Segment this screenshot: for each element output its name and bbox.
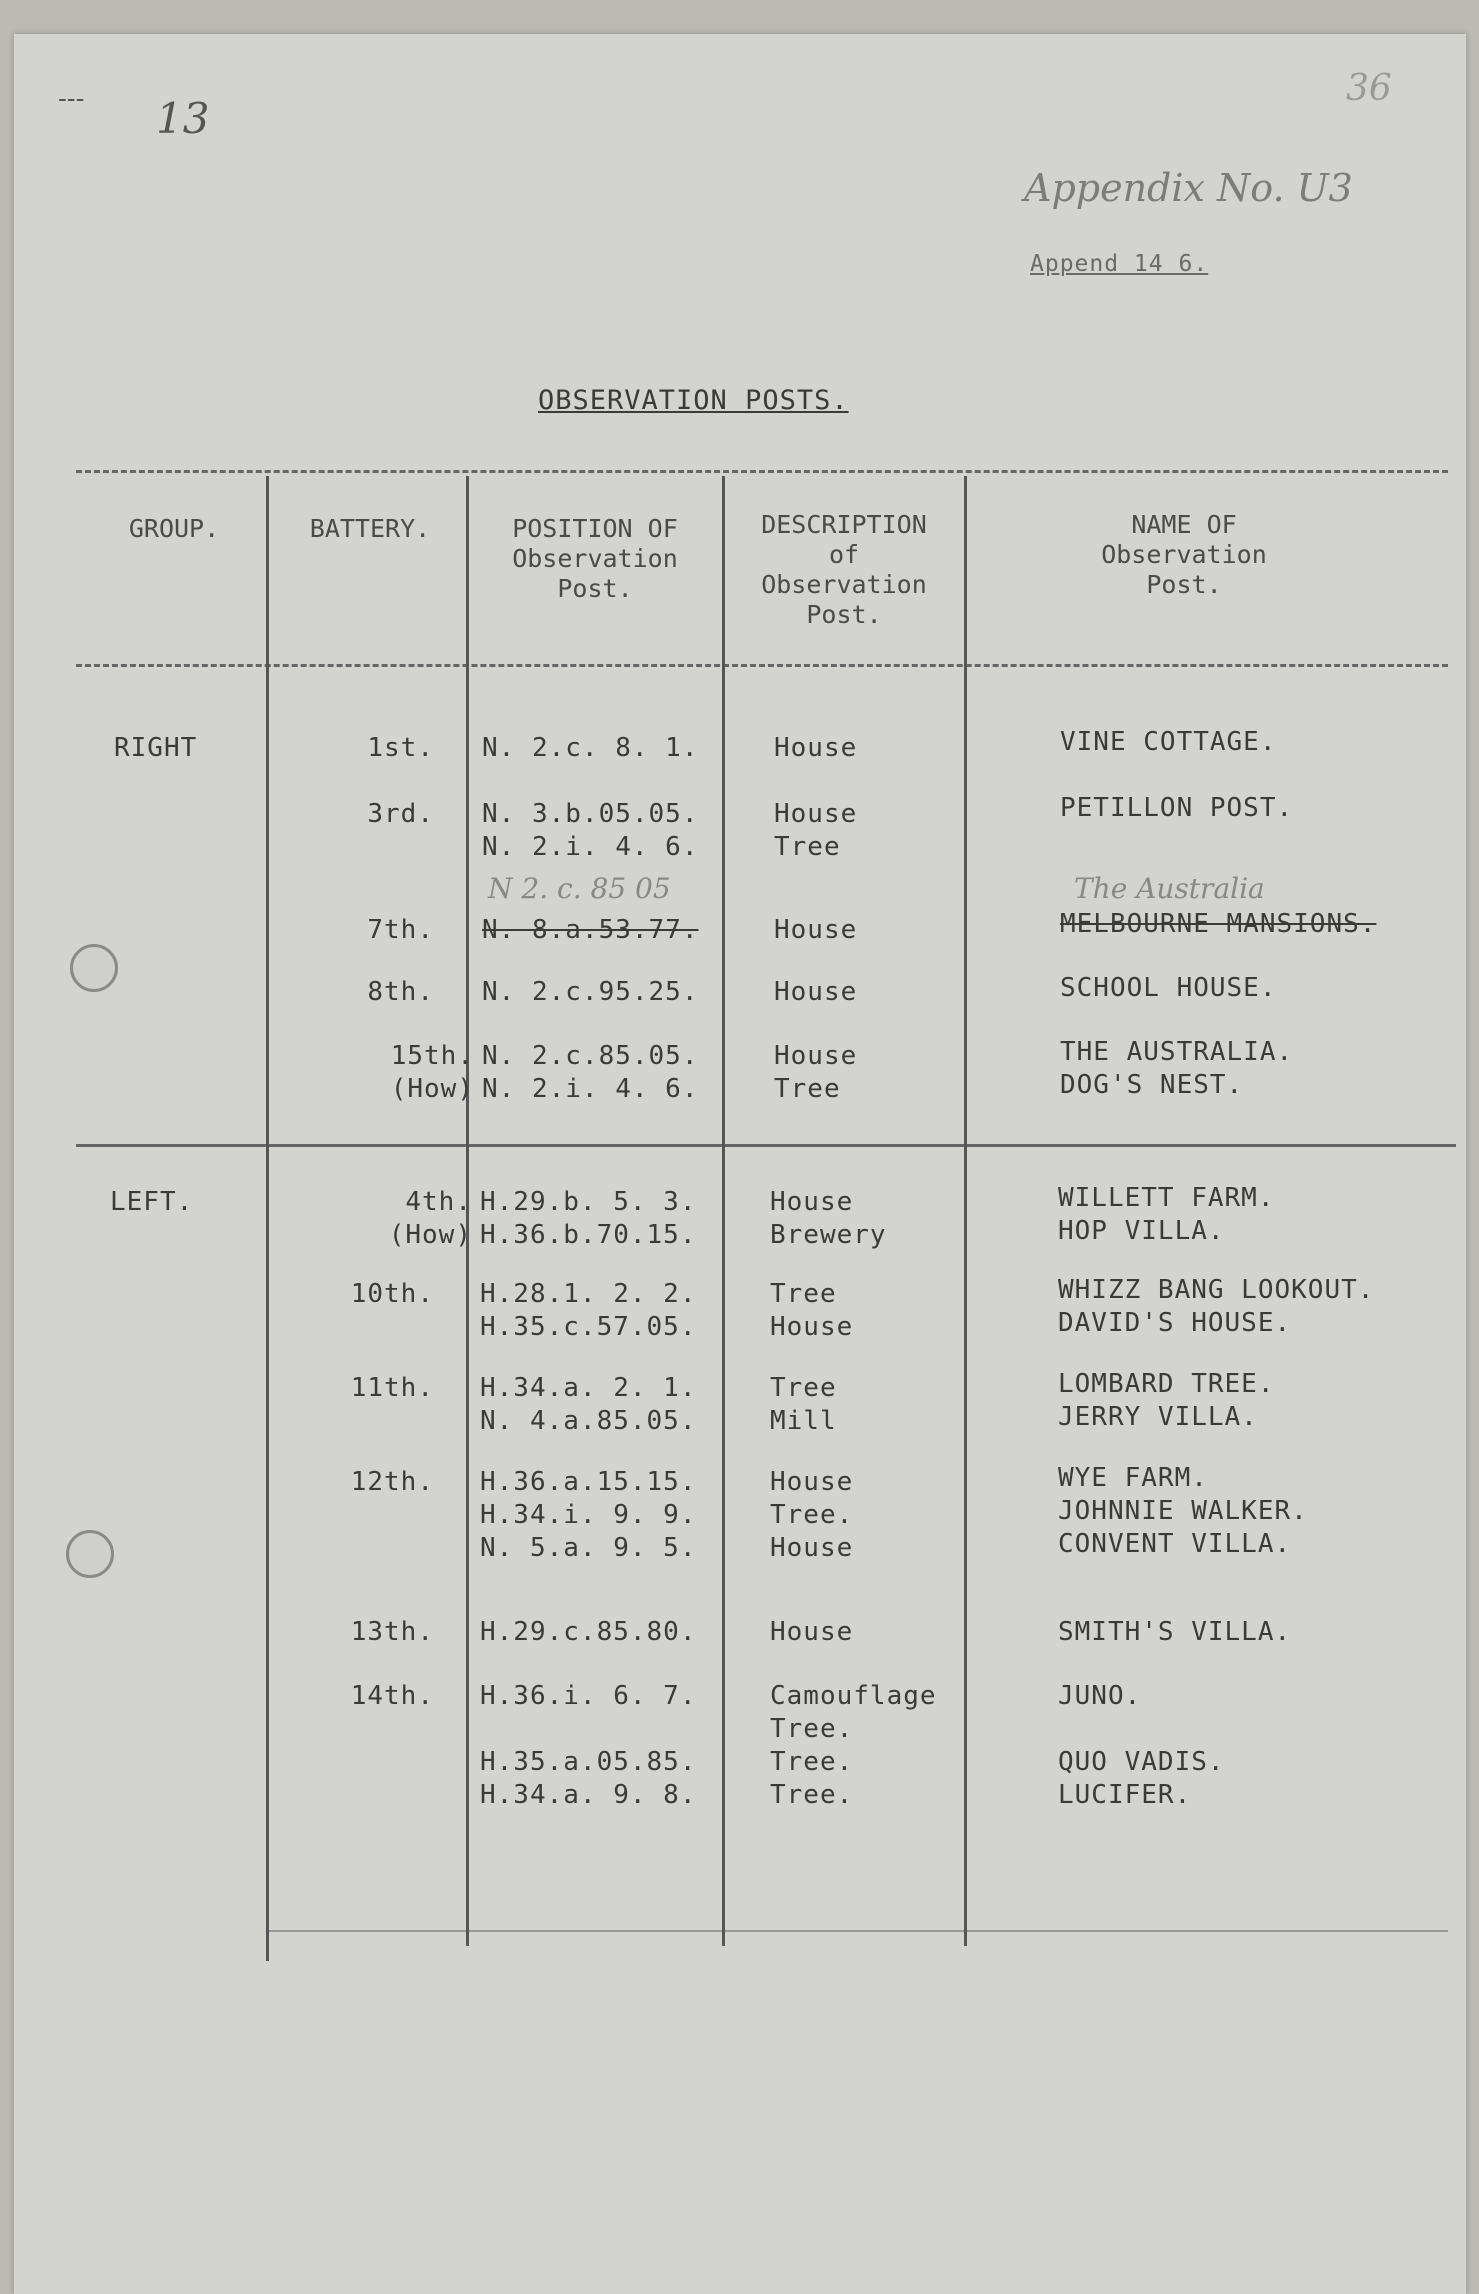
name-cell-struck: MELBOURNE MANSIONS. (1060, 909, 1377, 939)
position-cell: N. 3.b.05.05. N. 2.i. 4. 6. (482, 799, 699, 862)
battery-cell: 12th. (350, 1467, 434, 1497)
position-cell: H.34.a. 2. 1. N. 4.a.85.05. (480, 1373, 697, 1436)
name-cell: WYE FARM. JOHNNIE WALKER. CONVENT VILLA. (1058, 1463, 1308, 1559)
column-rule (722, 476, 725, 1946)
description-cell: House Brewery (770, 1187, 887, 1250)
position-cell: N. 2.c.85.05. N. 2.i. 4. 6. (482, 1041, 699, 1104)
column-rule (964, 476, 967, 1946)
dash-mark: --- (58, 84, 85, 114)
document-title: OBSERVATION POSTS. (538, 385, 849, 416)
battery-cell: 7th. (367, 915, 434, 945)
battery-cell: 4th. (How) (388, 1187, 472, 1250)
name-cell: JUNO. QUO VADIS. LUCIFER. (1058, 1681, 1225, 1810)
battery-cell: 10th. (350, 1279, 434, 1309)
description-cell: House (774, 977, 858, 1007)
battery-cell: 14th. (350, 1681, 434, 1711)
punch-hole (70, 944, 118, 992)
table-top-rule (76, 470, 1448, 473)
battery-cell: 13th. (350, 1617, 434, 1647)
description-cell: House Tree. House (770, 1467, 854, 1563)
name-cell: VINE COTTAGE. (1060, 727, 1277, 757)
group-label-right: RIGHT (114, 733, 198, 763)
appendix-typed: Append 14 6. (1030, 251, 1209, 277)
header-description: DESCRIPTION of Observation Post. (761, 510, 927, 629)
header-position: POSITION OF Observation Post. (512, 514, 678, 603)
name-cell: WHIZZ BANG LOOKOUT. DAVID'S HOUSE. (1058, 1275, 1375, 1338)
header-group: GROUP. (128, 514, 220, 543)
name-cell: WILLETT FARM. HOP VILLA. (1058, 1183, 1275, 1246)
battery-cell: 11th. (350, 1373, 434, 1403)
group-divider (76, 1144, 1456, 1147)
description-cell: House (770, 1617, 854, 1647)
description-cell: Camouflage Tree. Tree. Tree. (770, 1681, 937, 1810)
position-cell-struck: N. 8.a.53.77. (482, 915, 699, 945)
description-cell: House (774, 733, 858, 763)
battery-cell: 1st. (367, 733, 434, 763)
position-cell: H.29.b. 5. 3. H.36.b.70.15. (480, 1187, 697, 1250)
battery-cell: 15th. (How) (390, 1041, 474, 1104)
name-cell: SCHOOL HOUSE. (1060, 973, 1277, 1003)
battery-cell: 8th. (367, 977, 434, 1007)
group-label-left: LEFT. (110, 1187, 194, 1217)
name-cell: THE AUSTRALIA. DOG'S NEST. (1060, 1037, 1294, 1100)
position-cell: N. 2.c.95.25. (482, 977, 699, 1007)
header-name: NAME OF Observation Post. (1101, 510, 1267, 599)
position-cell: H.28.1. 2. 2. H.35.c.57.05. (480, 1279, 697, 1342)
description-cell: House Tree (774, 1041, 858, 1104)
description-cell: House (774, 915, 858, 945)
header-battery: BATTERY. (309, 514, 431, 543)
corner-mark: 36 (1346, 68, 1392, 109)
position-cell: H.36.a.15.15. H.34.i. 9. 9. N. 5.a. 9. 5. (480, 1467, 697, 1563)
document-sheet (14, 34, 1466, 2294)
header-rule (76, 664, 1448, 667)
position-cell: H.36.i. 6. 7. H.35.a.05.85. H.34.a. 9. 8. (480, 1681, 697, 1810)
column-rule (266, 476, 269, 1961)
position-pencil-correction: N 2. c. 85 05 (488, 872, 671, 905)
description-cell: House Tree (774, 799, 858, 862)
table-bottom-rule (268, 1930, 1448, 1932)
name-cell: PETILLON POST. (1060, 793, 1294, 823)
position-cell: N. 2.c. 8. 1. (482, 733, 699, 763)
description-cell: Tree House (770, 1279, 854, 1342)
description-cell: Tree Mill (770, 1373, 837, 1436)
page-number: 13 (156, 94, 210, 143)
battery-cell: 3rd. (367, 799, 434, 829)
name-pencil-correction: The Australia (1074, 872, 1265, 905)
position-cell: H.29.c.85.80. (480, 1617, 697, 1647)
name-cell: SMITH'S VILLA. (1058, 1617, 1292, 1647)
appendix-handwritten: Appendix No. U3 (1024, 166, 1353, 210)
name-cell: LOMBARD TREE. JERRY VILLA. (1058, 1369, 1275, 1432)
punch-hole (66, 1530, 114, 1578)
